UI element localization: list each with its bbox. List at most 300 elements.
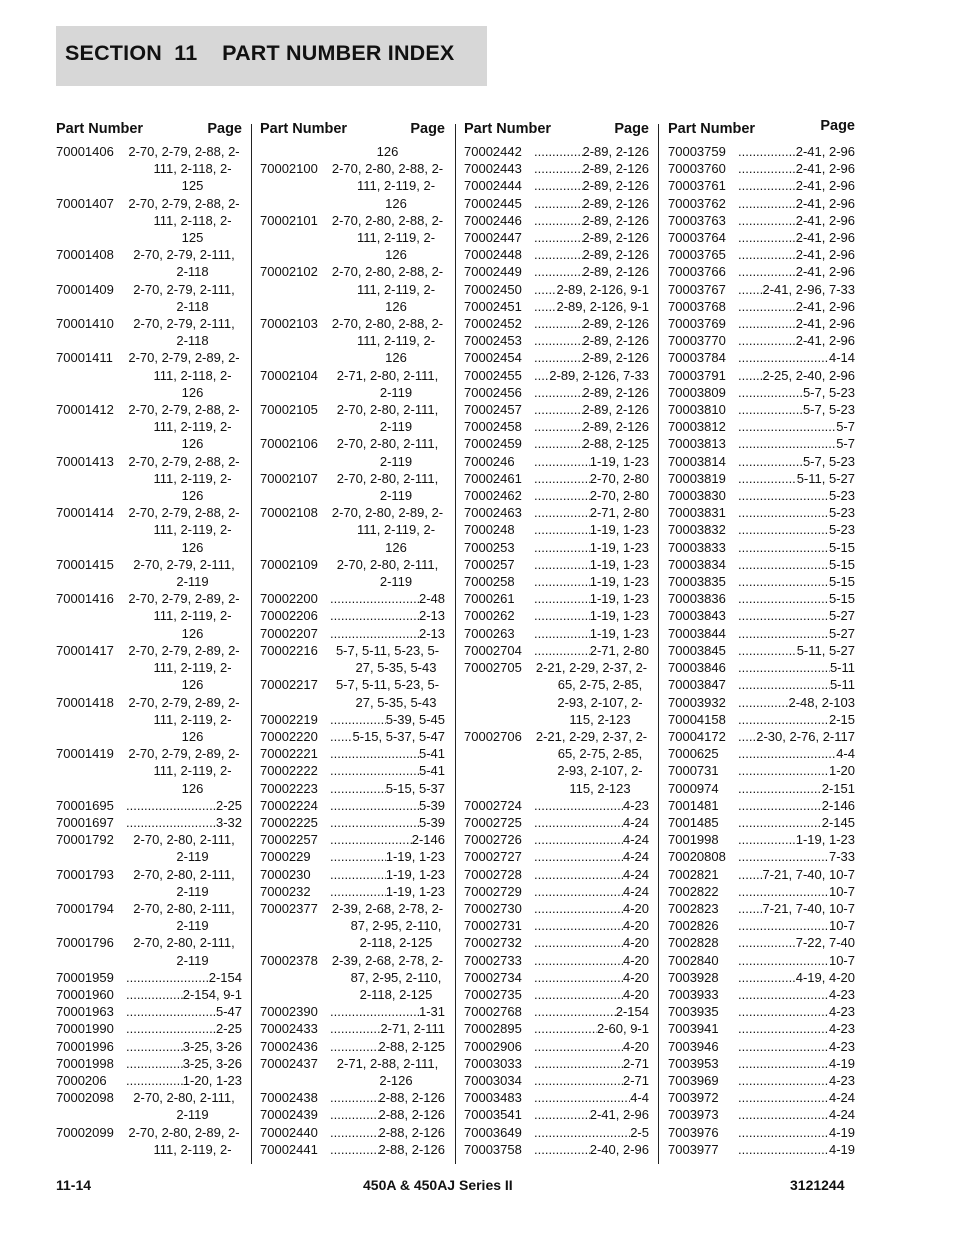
- page-header: Page: [207, 121, 242, 137]
- page-refs: [738, 521, 855, 538]
- dot-leader: [738, 281, 762, 298]
- part-number: 7003953: [668, 1055, 719, 1071]
- part-number: 70002109: [260, 556, 318, 572]
- part-number: 70003791: [668, 367, 726, 383]
- page-refs-value: 5-15: [828, 591, 855, 607]
- page-refs: [738, 418, 855, 435]
- dot-leader: [738, 900, 762, 917]
- dot-leader: [330, 883, 386, 900]
- dot-leader: [126, 814, 216, 831]
- page-refs-value: 2-41, 2-96: [795, 316, 855, 332]
- dot-leader: [534, 229, 583, 246]
- dot-leader: [534, 384, 583, 401]
- page-refs-value: 2-89, 2-126: [582, 230, 649, 246]
- index-entry: [56, 642, 242, 694]
- part-number: 70003768: [668, 298, 726, 314]
- dot-leader: [738, 263, 796, 280]
- index-entry: [668, 1020, 855, 1037]
- index-entry: [260, 866, 445, 883]
- index-entry: [668, 143, 855, 160]
- page-refs-value: 2-41, 2-96: [795, 230, 855, 246]
- index-entry: [668, 728, 855, 745]
- index-entry: [56, 504, 242, 556]
- part-number: 7002822: [668, 883, 719, 899]
- page-refs: [738, 1003, 855, 1020]
- dot-leader: [738, 642, 797, 659]
- page-refs-value: 2-41, 2-96: [589, 1107, 649, 1123]
- page-refs-value: 2-89, 2-126: [582, 212, 649, 228]
- dot-leader: [738, 1072, 829, 1089]
- dot-leader: [534, 418, 583, 435]
- dot-leader: [738, 556, 829, 573]
- index-column-2: [260, 118, 445, 1158]
- part-number: 70001963: [56, 1004, 114, 1020]
- part-number: 7000230: [260, 866, 311, 882]
- part-number: 70002455: [464, 367, 522, 383]
- part-number: 70002452: [464, 316, 522, 332]
- part-number: 70020808: [668, 849, 726, 865]
- column-header: [56, 118, 242, 143]
- page-refs-value: 3-25, 3-26: [182, 1038, 242, 1054]
- part-number: 7000262: [464, 608, 515, 624]
- page-refs-value: 5-15: [828, 574, 855, 590]
- page-refs-value: 2-41, 2-96: [795, 195, 855, 211]
- page-refs-value: 2-89, 2-126: [582, 419, 649, 435]
- part-number: 70002704: [464, 642, 522, 658]
- page-refs-value: 2-89, 2-126: [582, 402, 649, 418]
- page-refs: [738, 590, 855, 607]
- index-entry: [464, 246, 649, 263]
- part-number: 70001413: [56, 453, 114, 469]
- index-entry: [260, 607, 445, 624]
- dot-leader: [126, 1038, 183, 1055]
- page-refs: 2-70, 2-80, 2-111, 2-119: [133, 866, 235, 899]
- index-entry: [668, 177, 855, 194]
- index-entry: [668, 160, 855, 177]
- index-entry: [464, 349, 649, 366]
- part-number: 70001960: [56, 986, 114, 1002]
- dot-leader: [534, 298, 556, 315]
- part-number: 70002706: [464, 728, 522, 744]
- part-number: 70002457: [464, 402, 522, 418]
- page-refs: [330, 883, 445, 900]
- dot-leader: [738, 453, 803, 470]
- page-refs-value: 3-32: [215, 814, 242, 830]
- index-entry: [464, 848, 649, 865]
- index-entry: [56, 900, 242, 934]
- page-refs: [738, 1020, 855, 1037]
- part-number: 70003766: [668, 264, 726, 280]
- page-refs-value: 2-70, 2-80: [589, 488, 649, 504]
- page-refs: [534, 349, 649, 366]
- page-refs: [534, 900, 649, 917]
- index-entry: [464, 625, 649, 642]
- page-refs-value: 1-19, 1-23: [385, 883, 445, 899]
- index-entry: [56, 401, 242, 453]
- index-entry: [56, 453, 242, 505]
- page-refs-value: 4-19: [828, 1055, 855, 1071]
- part-number: 70002733: [464, 952, 522, 968]
- page-refs: [738, 745, 855, 762]
- dot-leader: [738, 195, 796, 212]
- page-refs-value: 5-7, 5-23: [802, 453, 855, 469]
- page-refs: [738, 160, 855, 177]
- part-number: 70001410: [56, 316, 114, 332]
- part-number: 70001418: [56, 694, 114, 710]
- dot-leader: [534, 1055, 623, 1072]
- page-refs: 2-70, 2-79, 2-111, 2-118: [133, 247, 235, 280]
- page-refs-value: 1-19, 1-23: [589, 625, 649, 641]
- part-number: 70001792: [56, 832, 114, 848]
- index-entry: [260, 470, 445, 504]
- part-number: 70003769: [668, 316, 726, 332]
- index-entry: [260, 831, 445, 848]
- page-refs-value: 5-39: [418, 814, 445, 830]
- page-refs: 2-70, 2-79, 2-111, 2-119: [133, 556, 235, 590]
- page-refs-value: 5-7: [836, 419, 855, 435]
- page-refs: [738, 917, 855, 934]
- section-title: SECTION 11 PART NUMBER INDEX: [56, 26, 487, 86]
- part-number: 70002221: [260, 746, 318, 762]
- dot-leader: [738, 797, 822, 814]
- page-refs-value: 4-20: [622, 986, 649, 1002]
- index-entry: [260, 642, 445, 676]
- page-refs: [738, 625, 855, 642]
- index-entry: [464, 143, 649, 160]
- page-refs-value: 4-23: [828, 986, 855, 1002]
- dot-leader: [330, 1124, 379, 1141]
- part-number: 70002705: [464, 660, 522, 676]
- part-number: 70003767: [668, 281, 726, 297]
- dot-leader: [738, 435, 836, 452]
- page-refs: [126, 1020, 242, 1037]
- page-refs: [534, 590, 649, 607]
- dot-leader: [534, 521, 590, 538]
- dot-leader: [738, 831, 796, 848]
- part-number: 7000232: [260, 883, 311, 899]
- dot-leader: [534, 900, 623, 917]
- page-refs: [534, 367, 649, 384]
- index-entry: [668, 453, 855, 470]
- index-entry: [668, 917, 855, 934]
- dot-leader: [126, 1003, 216, 1020]
- part-number: 7001485: [668, 814, 719, 830]
- page-refs: 2-70, 2-80, 2-88, 2-111, 2-119, 2-126: [331, 212, 444, 263]
- index-entry: [464, 1003, 649, 1020]
- dot-leader: [126, 797, 216, 814]
- part-number: 70002101: [260, 212, 318, 228]
- page-refs: [738, 831, 855, 848]
- dot-leader: [330, 762, 419, 779]
- index-entry: [56, 315, 242, 349]
- page-refs-value: 5-7: [836, 436, 855, 452]
- part-number: 70004158: [668, 711, 726, 727]
- page-refs: [738, 762, 855, 779]
- part-number: 70002099: [56, 1124, 114, 1140]
- index-entry: [56, 1020, 242, 1037]
- index-entry: [56, 1003, 242, 1020]
- dot-leader: [738, 659, 830, 676]
- part-number: 7001998: [668, 832, 719, 848]
- page-refs: 2-39, 2-68, 2-78, 2-87, 2-95, 2-110, 2-118, 2-125: [331, 952, 444, 1002]
- dot-leader: [330, 590, 419, 607]
- footer-doc-number: 3121244: [790, 1177, 845, 1193]
- index-entry: [668, 1003, 855, 1020]
- dot-leader: [738, 848, 829, 865]
- part-number: 70002895: [464, 1021, 522, 1037]
- part-number: 70002906: [464, 1038, 522, 1054]
- page-refs: [126, 814, 242, 831]
- index-entry: [56, 1072, 242, 1089]
- index-entry: [260, 745, 445, 762]
- index-entry: [56, 797, 242, 814]
- page-refs: 2-70, 2-80, 2-111, 2-119: [133, 1090, 235, 1123]
- page-refs-value: 2-89, 2-126, 7-33: [549, 367, 649, 383]
- index-entry: [260, 556, 445, 590]
- index-entry: [464, 435, 649, 452]
- index-entry: [56, 195, 242, 247]
- page-refs-value: 2-41, 2-96: [795, 144, 855, 159]
- page-refs: [738, 866, 855, 883]
- page-refs-value: 4-24: [622, 849, 649, 865]
- page-refs: [738, 797, 855, 814]
- dot-leader: [738, 470, 797, 487]
- dot-leader: [534, 573, 590, 590]
- page-refs-value: 5-11: [829, 660, 855, 676]
- page-refs: [330, 625, 445, 642]
- part-number: 70002732: [464, 935, 522, 951]
- page-refs: [534, 625, 649, 642]
- page-refs: [738, 435, 855, 452]
- index-entry: [56, 934, 242, 968]
- index-entry: [668, 866, 855, 883]
- part-number: 70003835: [668, 574, 726, 590]
- page-refs-value: 2-13: [418, 625, 445, 641]
- dot-leader: [738, 1020, 829, 1037]
- page-refs-value: 4-19: [828, 1124, 855, 1140]
- page-refs-value: 5-23: [828, 522, 855, 538]
- dot-leader: [534, 590, 590, 607]
- part-number: 70002257: [260, 832, 318, 848]
- page-refs-value: 10-7: [828, 883, 855, 899]
- index-entry: [668, 435, 855, 452]
- dot-leader: [738, 694, 789, 711]
- index-entry: [56, 590, 242, 642]
- dot-leader: [534, 607, 590, 624]
- part-number: 7002828: [668, 935, 719, 951]
- index-entry: [56, 1089, 242, 1123]
- dot-leader: [738, 917, 829, 934]
- page-refs-value: 2-25: [215, 797, 242, 813]
- dot-leader: [534, 952, 623, 969]
- page-refs-value: 1-31: [418, 1004, 445, 1020]
- index-entry: [668, 969, 855, 986]
- page-refs: [534, 143, 649, 160]
- dot-leader: [738, 814, 822, 831]
- part-number: 7002823: [668, 900, 719, 916]
- page-refs: [738, 607, 855, 624]
- page-refs: 2-21, 2-29, 2-37, 2-65, 2-75, 2-85, 2-93, 2-107, 2-115, 2-123: [535, 728, 648, 796]
- index-entry: [56, 745, 242, 797]
- part-number: 70003814: [668, 453, 726, 469]
- part-number-header: Part Number: [464, 121, 552, 137]
- part-number: 70003765: [668, 247, 726, 263]
- index-entry: [464, 401, 649, 418]
- page-refs-value: 2-88, 2-126: [378, 1124, 445, 1140]
- part-number: 70003846: [668, 660, 726, 676]
- page-refs-value: 2-154: [208, 969, 242, 985]
- page-refs: [534, 1124, 649, 1141]
- page-refs-value: 2-41, 2-96: [795, 298, 855, 314]
- index-entry: [464, 453, 649, 470]
- part-number: 70003836: [668, 591, 726, 607]
- page-refs: [738, 332, 855, 349]
- page-refs: [738, 263, 855, 280]
- index-entry: [668, 315, 855, 332]
- index-entry: [260, 263, 445, 315]
- dot-leader: [534, 1072, 623, 1089]
- part-number: 70001695: [56, 797, 114, 813]
- dot-leader: [738, 487, 829, 504]
- part-number: 70002447: [464, 230, 522, 246]
- index-entry: [260, 711, 445, 728]
- dot-leader: [126, 1072, 183, 1089]
- page-refs: [738, 453, 855, 470]
- page-refs: 2-70, 2-80, 2-111, 2-119: [336, 556, 439, 590]
- page-refs: [534, 539, 649, 556]
- part-number: 70002445: [464, 195, 522, 211]
- part-number: 70003819: [668, 470, 726, 486]
- page-refs-value: 2-25, 2-40, 2-96: [762, 367, 855, 383]
- column-header: [260, 118, 445, 143]
- part-number: 70002098: [56, 1090, 114, 1106]
- part-number: 7002826: [668, 918, 719, 934]
- index-entry: [668, 298, 855, 315]
- page-refs-value: 5-15, 5-37: [385, 780, 445, 796]
- index-entry: [260, 797, 445, 814]
- page-refs: [534, 1055, 649, 1072]
- dot-leader: [738, 539, 829, 556]
- page-refs: [126, 1038, 242, 1055]
- page-refs-value: 1-20, 1-23: [182, 1072, 242, 1088]
- page-refs-value: 4-23: [828, 1072, 855, 1088]
- page-refs: [738, 487, 855, 504]
- page-refs-value: 4-20: [622, 969, 649, 985]
- page-refs: [738, 298, 855, 315]
- page-refs-value: 5-27: [828, 625, 855, 641]
- page-refs-value: 2-41, 2-96: [795, 264, 855, 280]
- index-entry: [56, 1038, 242, 1055]
- index-entry: [668, 229, 855, 246]
- page-refs: 5-7, 5-11, 5-23, 5-27, 5-35, 5-43: [335, 677, 440, 710]
- dot-leader: [738, 418, 836, 435]
- part-number: 70002390: [260, 1004, 318, 1020]
- part-number: 70002106: [260, 436, 318, 452]
- dot-leader: [738, 1124, 829, 1141]
- part-number: 70001406: [56, 144, 114, 159]
- part-number: 70002728: [464, 866, 522, 882]
- index-entry: [668, 539, 855, 556]
- page-refs: 2-70, 2-79, 2-89, 2-111, 2-119, 2-126: [128, 746, 240, 796]
- index-entry: [260, 504, 445, 556]
- page-refs: [330, 831, 445, 848]
- index-entry: [260, 728, 445, 745]
- dot-leader: [738, 1106, 829, 1123]
- page-refs-value: 2-88, 2-126: [378, 1141, 445, 1157]
- part-number: 70002724: [464, 797, 522, 813]
- part-number: 70003847: [668, 677, 726, 693]
- page-refs: [738, 349, 855, 366]
- part-number: 70002727: [464, 849, 522, 865]
- part-number: 70003843: [668, 608, 726, 624]
- page-refs-value: 1-19, 1-23: [795, 832, 855, 848]
- page-refs: [738, 367, 855, 384]
- dot-leader: [738, 384, 803, 401]
- page-refs: [534, 401, 649, 418]
- page-refs: 2-70, 2-80, 2-111, 2-119: [336, 470, 439, 504]
- part-number: 70002731: [464, 918, 522, 934]
- page-refs: [534, 1072, 649, 1089]
- dot-leader: [738, 229, 796, 246]
- index-entry: [464, 797, 649, 814]
- dot-leader: [534, 969, 623, 986]
- page-refs: 2-70, 2-80, 2-111, 2-119: [133, 935, 235, 968]
- part-number: 7003973: [668, 1107, 719, 1123]
- page-refs: [534, 986, 649, 1003]
- index-entry: [668, 900, 855, 917]
- index-entry: [668, 952, 855, 969]
- page-refs-value: 2-88, 2-125: [582, 436, 649, 452]
- page-refs: 2-70, 2-79, 2-89, 2-111, 2-118, 2-126: [128, 350, 240, 400]
- page-refs-value: 2-88, 2-126: [378, 1090, 445, 1106]
- index-entry: [260, 883, 445, 900]
- page-refs: [738, 1089, 855, 1106]
- dot-leader: [738, 298, 796, 315]
- entry-list: [464, 143, 649, 1158]
- index-entry: [56, 1055, 242, 1072]
- page-refs: [738, 212, 855, 229]
- part-number: 7000257: [464, 556, 515, 572]
- page-refs: [330, 607, 445, 624]
- index-entry: [260, 676, 445, 710]
- dot-leader: [738, 504, 829, 521]
- index-entry: [464, 177, 649, 194]
- part-number: 70002108: [260, 505, 318, 521]
- page-refs-value: 5-39, 5-45: [385, 711, 445, 727]
- part-number: 70002462: [464, 488, 522, 504]
- part-number: 70003832: [668, 522, 726, 538]
- index-entry: [464, 1124, 649, 1141]
- dot-leader: [738, 676, 830, 693]
- page-refs-value: 4-19, 4-20: [795, 969, 855, 985]
- dot-leader: [330, 711, 386, 728]
- page-refs-value: 2-71, 2-80: [589, 505, 649, 521]
- page-refs: [534, 246, 649, 263]
- part-number: 70001415: [56, 556, 114, 572]
- page-refs: [330, 1106, 445, 1123]
- part-number: 70003483: [464, 1090, 522, 1106]
- index-entry: [668, 521, 855, 538]
- dot-leader: [534, 487, 590, 504]
- page-refs: [534, 797, 649, 814]
- page-refs-value: 2-89, 2-126: [582, 350, 649, 366]
- page-refs: [738, 883, 855, 900]
- page-refs-value: 1-19, 1-23: [589, 453, 649, 469]
- dot-leader: [534, 917, 623, 934]
- page-refs-value: 2-15: [828, 711, 855, 727]
- page-refs: [534, 1003, 649, 1020]
- page-refs-value: 2-89, 2-126: [582, 247, 649, 263]
